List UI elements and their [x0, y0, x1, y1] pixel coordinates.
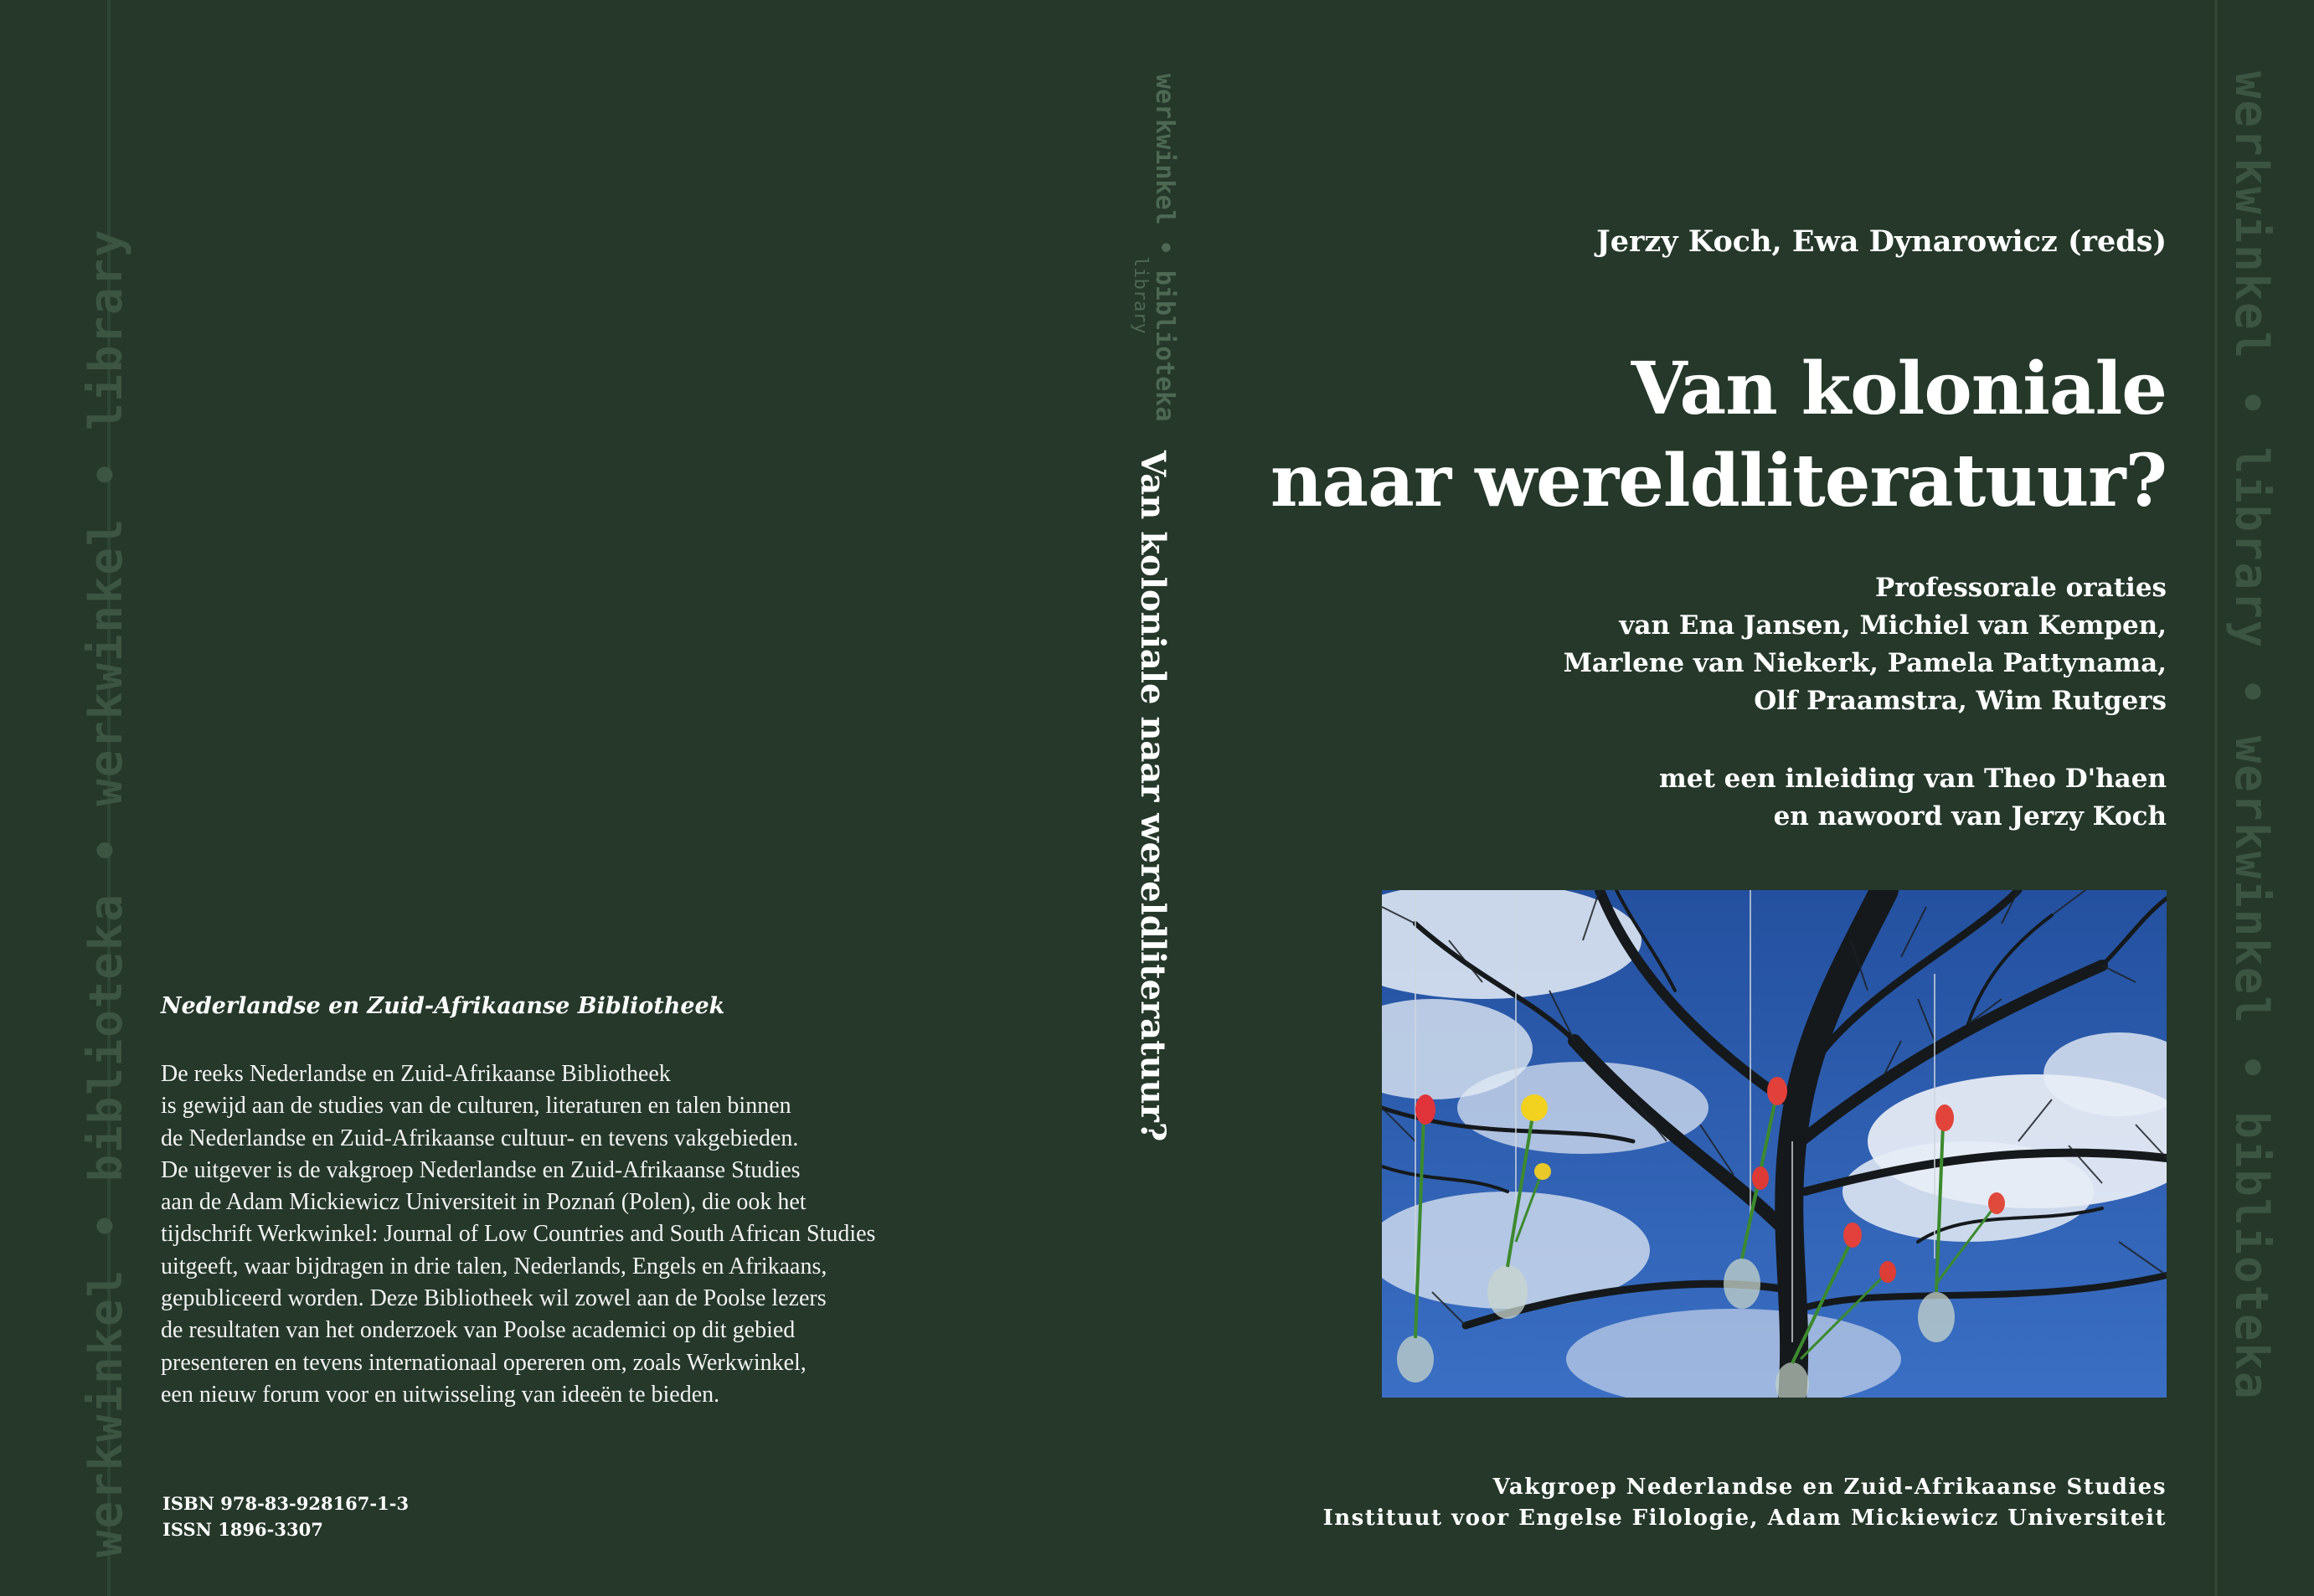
blurb-line: tijdschrift Werkwinkel: Journal of Low Countries and South African Studies: [161, 1221, 876, 1248]
back-series-title: Nederlandse en Zuid-Afrikaanse Bibliotheek: [161, 993, 725, 1019]
blurb-line: aan de Adam Mickiewicz Universiteit in Poznań (Polen), die ook het: [161, 1189, 807, 1216]
spine-title: Van koloniale naar wereldliteratuur?: [1133, 450, 1172, 1142]
isbn: ISBN 978-83-928167-1-3: [162, 1493, 410, 1514]
blurb-line: De reeks Nederlandse en Zuid-Afrikaanse Bibliotheek: [161, 1061, 671, 1087]
publisher: [1323, 1472, 2167, 1534]
blurb-line: uitgeeft, waar bijdragen in drie talen, Nederlands, Engels en Afrikaans,: [161, 1253, 827, 1279]
publisher-line: Vakgroep Nederlandse en Zuid-Afrikaanse Studies: [1492, 1475, 2167, 1500]
subtitle-line: Olf Praamstra, Wim Rutgers: [1754, 686, 2167, 716]
blurb-line: presenteren en tevens internationaal opereren om, zoals Werkwinkel,: [161, 1349, 807, 1376]
blurb-line: gepubliceerd worden. Deze Bibliotheek wil zowel aan de Poolse lezers: [161, 1285, 827, 1312]
identifiers: [162, 1490, 409, 1542]
publisher-line: Instituut voor Engelse Filologie, Adam Mickiewicz Universiteit: [1322, 1506, 2167, 1531]
title-line: Van koloniale: [1631, 347, 2167, 431]
subtitle-line: Professorale oraties: [1874, 573, 2167, 603]
subtitle: [1564, 569, 2167, 720]
intro-line: met een inleiding van Theo D'haen: [1659, 764, 2167, 794]
cover-photo: [1382, 890, 2167, 1398]
spine-series-line1: werkwinkel • biblioteka: [1150, 74, 1179, 422]
authors: Jerzy Koch, Ewa Dynarowicz (reds): [1596, 224, 2167, 259]
spine-series-label: [1130, 74, 1179, 421]
blurb-line: de resultaten van het onderzoek van Poolse academici op dit gebied: [161, 1317, 796, 1344]
subtitle-line: Marlene van Niekerk, Pamela Pattynama,: [1563, 648, 2167, 678]
blurb-line: een nieuw forum voor en uitwisseling van ideeën te bieden.: [161, 1381, 720, 1408]
book-title: [1270, 343, 2167, 528]
back-blurb: [161, 1058, 915, 1411]
tree-with-tulips-image: [1382, 890, 2167, 1398]
blurb-line: de Nederlandse en Zuid-Afrikaanse cultuur- en tevens vakgebieden.: [161, 1125, 799, 1151]
blurb-line: De uitgever is de vakgroep Nederlandse en Zuid-Afrikaanse Studies: [161, 1156, 801, 1183]
subtitle-line: van Ena Jansen, Michiel van Kempen,: [1619, 610, 2167, 641]
intro-credits: [1659, 760, 2167, 836]
left-strip-text: werkwinkel • biblioteka • werkwinkel • library: [80, 228, 132, 1557]
title-line: naar wereldliteratuur?: [1270, 439, 2167, 523]
intro-line: en nawoord van Jerzy Koch: [1773, 801, 2167, 831]
issn: ISSN 1896-3307: [162, 1519, 323, 1540]
blurb-line: is gewijd aan de studies van de culturen, literaturen en talen binnen: [161, 1093, 791, 1120]
right-strip-text: werkwinkel • library • werkwinkel • biblioteka: [2225, 71, 2278, 1401]
spine-series-line2: library: [1130, 256, 1151, 334]
